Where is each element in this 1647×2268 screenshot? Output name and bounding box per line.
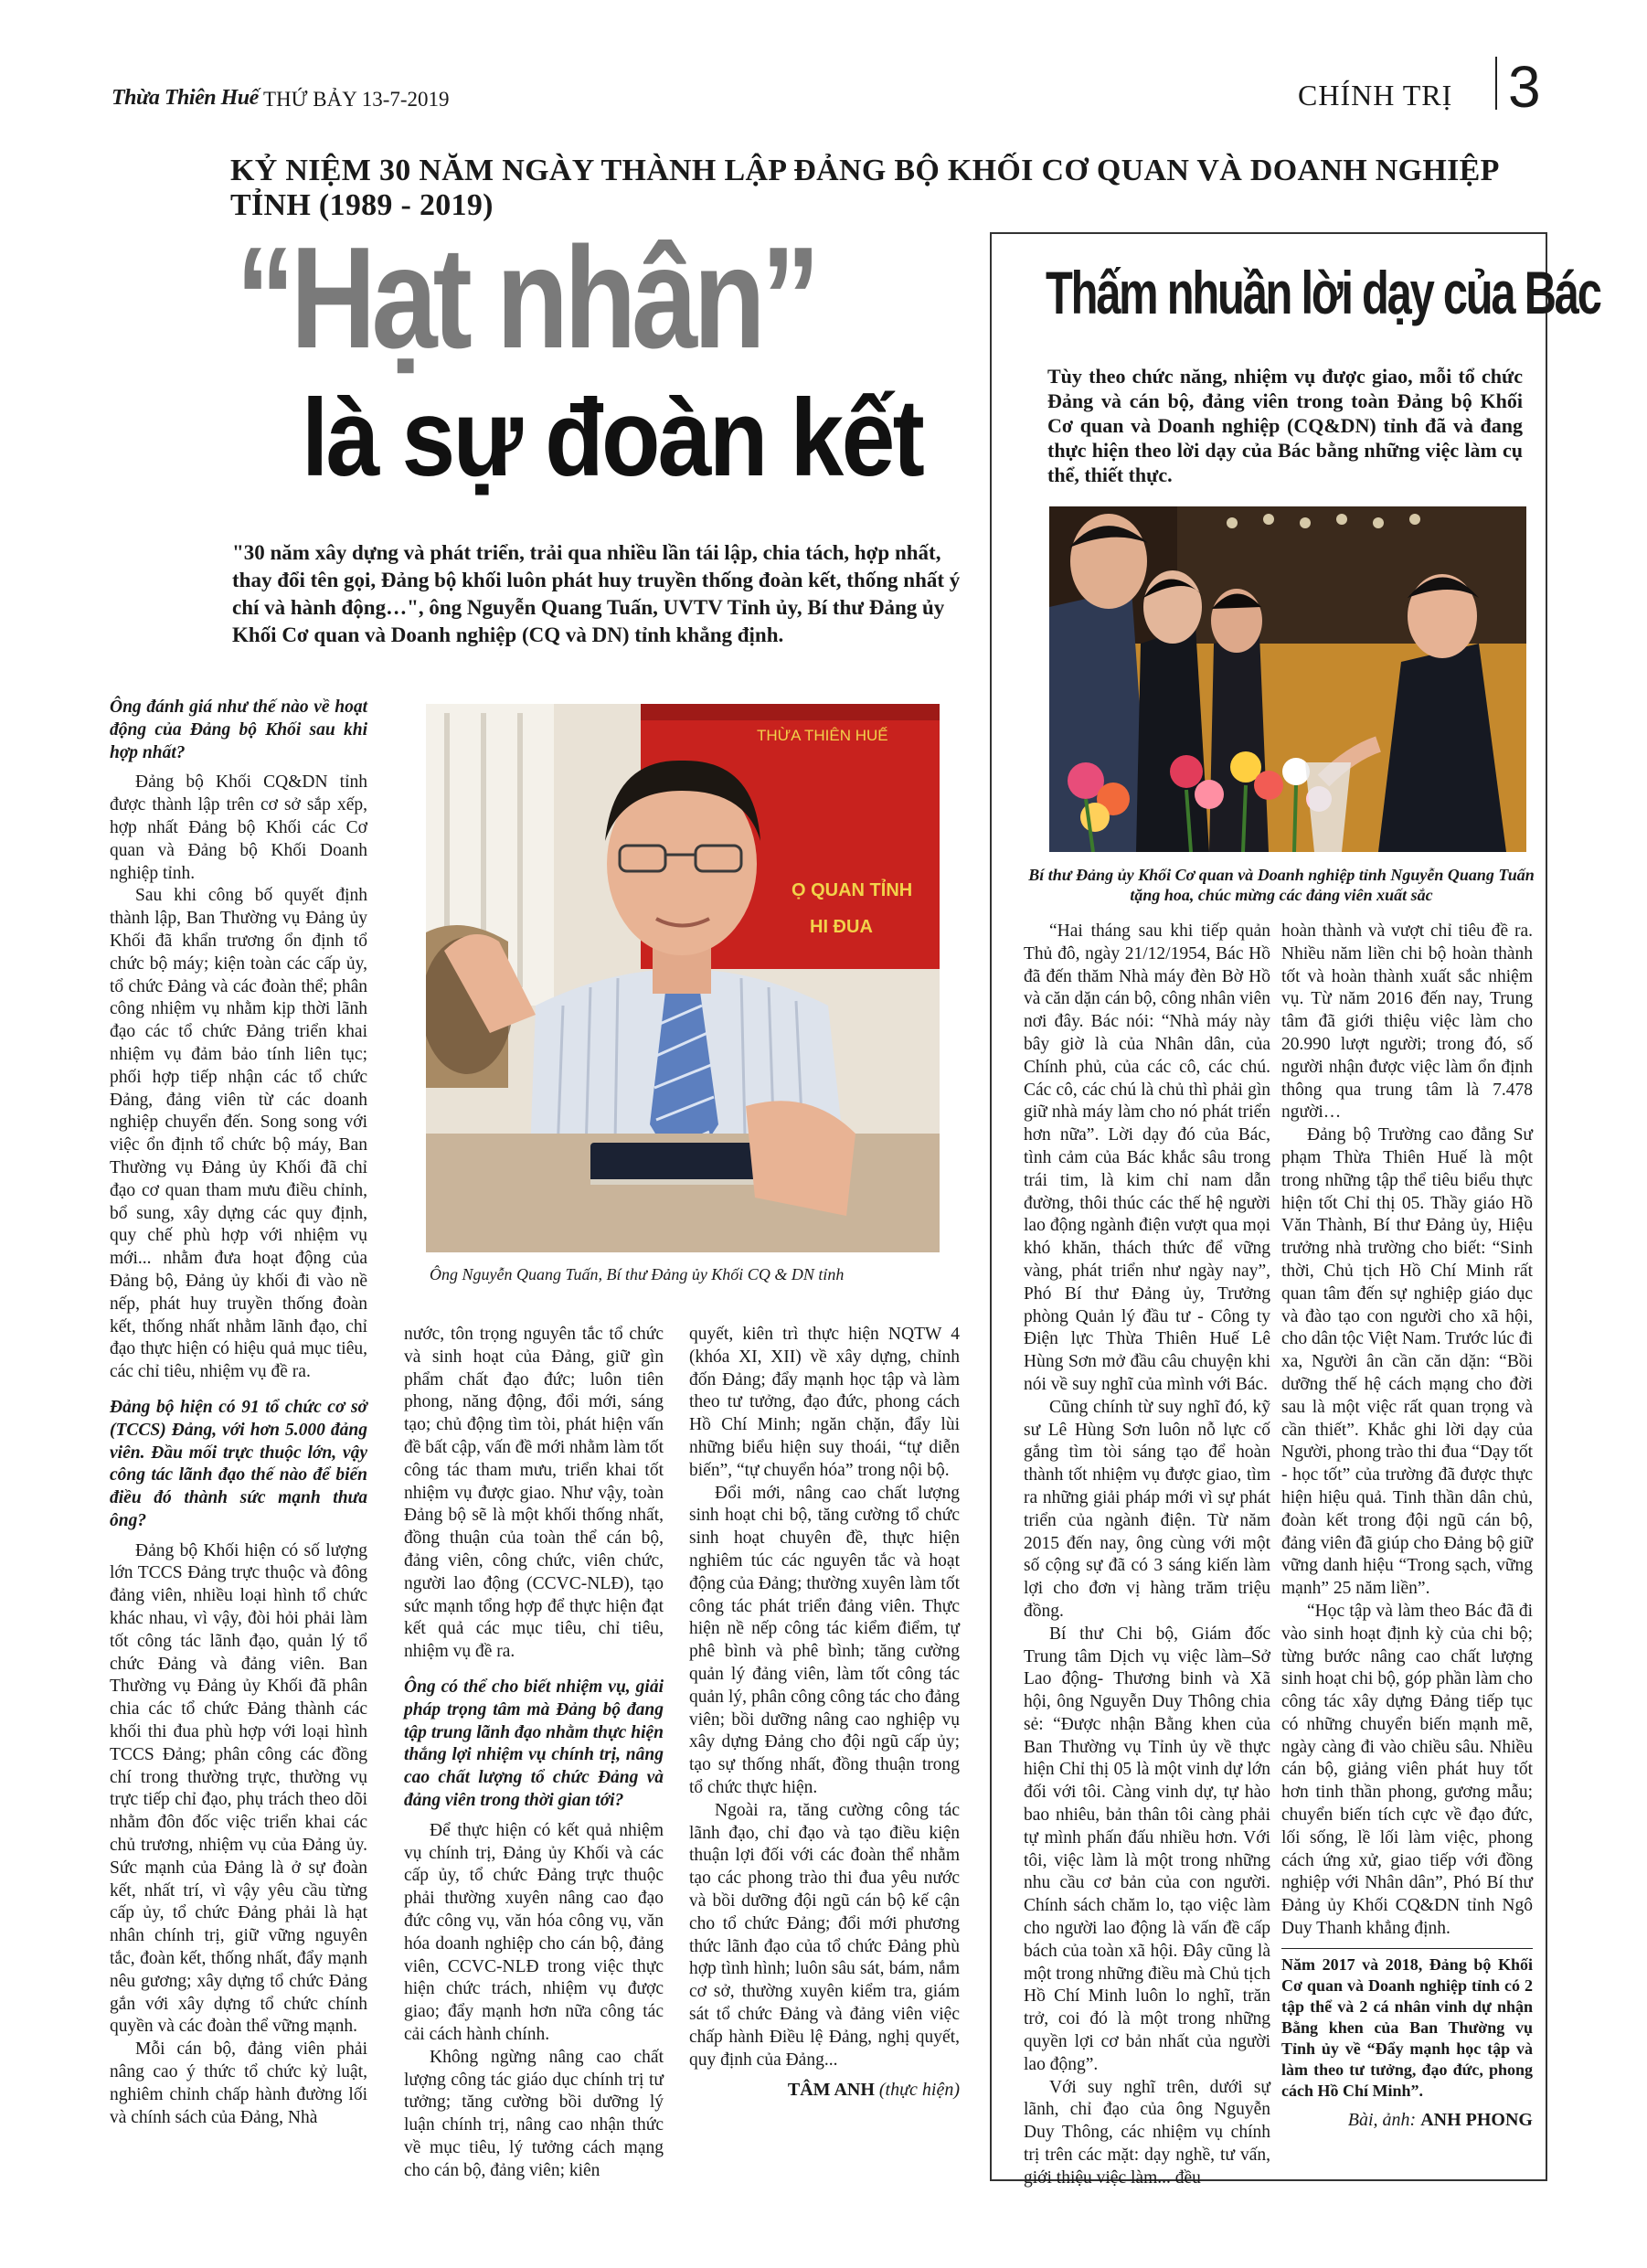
paragraph: hoàn thành và vượt chỉ tiêu đề ra. Nhiều năm liền chi bộ hoàn thành tốt và hoàn thành xuất sắc nhiệm vụ. Từ năm 2016 đến nay, Trung tâm đã giới thiệu việc làm cho 20.990 lượt người; trong đó, số người nhận được việc làm ổn định thông qua trung tâm là 7.478 người…: [1281, 921, 1533, 1123]
paragraph: “Hai tháng sau khi tiếp quản Thủ đô, ngày 21/12/1954, Bác Hồ đã đến thăm Nhà máy đèn Bờ Hồ và căn dặn cán bộ, công nhân viên nơi đây. Bác nói: “Nhà máy này bây giờ là của Nhân dân, của Chính phủ, của các cô, các chú. Các cô, các chú là chủ thì phải gìn giữ nhà máy làm cho nó phát triển hơn nữa”. Lời dạy đó của Bác, tình cảm của Bác khắc sâu trong trái tim, là kim chỉ nam dẫn đường, thôi thúc các thế hệ người lao động ngành điện vượt qua mọi khó khăn, thách thức để vững vàng, phát triển như ngày nay”, Phó Bí thư Đảng ủy, Trưởng phòng Quản lý đầu tư - Công ty Điện lực Thừa Thiên Huế Lê Hùng Sơn mở đầu câu chuyện khi nói về suy nghĩ của mình với Bác.: [1024, 921, 1270, 1394]
article-column-1: [110, 697, 367, 2129]
anniversary-banner: KỶ NIỆM 30 NĂM NGÀY THÀNH LẬP ĐẢNG BỘ KHỐI CƠ QUAN VÀ DOANH NGHIỆP TỈNH (1989 - 2019): [230, 154, 1498, 222]
header-divider: [1495, 57, 1497, 110]
paragraph: nước, tôn trọng nguyên tắc tổ chức và sinh hoạt của Đảng, giữ gìn phẩm chất đạo đức; luôn tiên phong, năng động, đổi mới, sáng tạo; chủ động tìm tòi, phát hiện vấn đề bất cập, vấn đề mới nhằm làm tốt công tác tham mưu, triển khai tốt nhiệm vụ được giao. Như vậy, toàn Đảng bộ sẽ là một khối thống nhất, đồng thuận của toàn thể cán bộ, đảng viên, công chức, viên chức, người lao động (CCVC-NLĐ), tạo sức mạnh tổng hợp để thực hiện đạt kết quả các mục tiêu, chỉ tiêu, nhiệm vụ đề ra.: [404, 1325, 664, 1662]
article-column-3: [689, 1324, 960, 2102]
paragraph: Ngoài ra, tăng cường công tác lãnh đạo, chỉ đạo và tạo điều kiện thuận lợi đối với các đoàn thể nhằm tạo các phong trào thi đua yêu nước và bồi dưỡng đội ngũ cán bộ kế cận cho tổ chức Đảng; đổi mới phương thức lãnh đạo của tổ chức Đảng phù hợp tình hình; luôn sâu sát, bám, nắm cơ sở, thường xuyên kiểm tra, giám sát tổ chức Đảng và đảng viên việc chấp hành Điều lệ Đảng, nghị quyết, quy định của Đảng...: [689, 1800, 960, 2070]
portrait-illustration: [426, 704, 940, 1252]
paragraph: Đảng bộ Trường cao đẳng Sư phạm Thừa Thiên Huế là một trong những tập thể tiêu biểu thực hiện tốt Chỉ thị 05. Thầy giáo Hồ Văn Thành, Bí thư Đảng ủy, Hiệu trưởng nhà trường cho biết: “Sinh thời, Chủ tịch Hồ Chí Minh rất quan tâm đến sự nghiệp giáo dục và đào tạo con người cho xã hội, cho dân tộc Việt Nam. Trước lúc đi xa, Người ân cần căn dặn: “Bồi dưỡng thế hệ cách mạng cho đời sau là một việc rất quan trọng và cần thiết”. Khắc ghi lời dạy của Người, phong trào thi đua “Dạy tốt - học tốt” của trường đã được thực hiện hiệu quả. Tinh thần dân chủ, đoàn kết trong đội ngũ cán bộ, đảng viên đã giúp cho Đảng bộ giữ vững danh hiệu “Trong sạch, vững mạnh” 25 năm liền”.: [1281, 1125, 1533, 1599]
paragraph: Đổi mới, nâng cao chất lượng sinh hoạt chi bộ, tăng cường tổ chức sinh hoạt chuyên đề, thực hiện nghiêm túc các nguyên tắc và hoạt động của Đảng; thường xuyên làm tốt công tác phát triển đảng viên. Thực hiện nề nếp công tác kiểm điểm, tự phê bình và phê bình; tăng cường quản lý đảng viên, làm tốt công tác quản lý, phân công công tác cho đảng viên; bồi dưỡng nâng cao nghiệp vụ xây dựng Đảng cho đội ngũ cấp ủy; tạo sự thống nhất, đồng thuận trong tổ chức thực hiện.: [689, 1483, 960, 1797]
paragraph: Sau khi công bố quyết định thành lập, Ban Thường vụ Đảng ủy Khối đã khẩn trương ổn định tổ chức bộ máy; kiện toàn các cấp ủy, tổ chức Đảng và các đoàn thể; phân công nhiệm vụ nhằm kịp thời lãnh đạo các tổ chức Đảng triển khai nhiệm vụ đảm bảo tính liên tục; phối hợp tiếp nhận các tổ chức Đảng, đảng viên từ các doanh nghiệp chuyển đến. Song song với việc ổn định tổ chức bộ máy, Ban Thường vụ Đảng ủy Khối đã chỉ đạo cơ quan tham mưu điều chỉnh, bổ sung, xây dựng các quy định, quy chế phù hợp với nhiệm vụ mới... nhằm đưa hoạt động của Đảng bộ, Đảng ủy khối đi vào nề nếp, phát huy truyền thống đoàn kết, thống nhất nhằm lãnh đạo, chỉ đạo thực hiện có hiệu quả mục tiêu, các chỉ tiêu, nhiệm vụ đề ra.: [110, 886, 367, 1382]
article-title-line1: “Hạt nhân”: [236, 218, 816, 378]
sidebar-byline: [1281, 2109, 1533, 2132]
paragraph: Cũng chính từ suy nghĩ đó, kỹ sư Lê Hùng Sơn luôn nỗ lực cố gắng tìm tòi sáng tạo để hoàn thành tốt nhiệm vụ được giao, tìm ra những giải pháp mới vì sự phát triển của ngành điện. Từ năm 2015 đến nay, ông cùng với một số cộng sự đã có 3 sáng kiến làm lợi cho đơn vị hàng trăm triệu đồng.: [1024, 1397, 1270, 1621]
portrait-caption: Ông Nguyễn Quang Tuấn, Bí thư Đảng ủy Khối CQ & DN tỉnh: [430, 1265, 845, 1283]
sidebar-intro: Tùy theo chức năng, nhiệm vụ được giao, mỗi tổ chức Đảng và cán bộ, đảng viên trong toàn Đảng bộ Khối Cơ quan và Doanh nghiệp (CQ&DN) tỉnh đã và đang thực hiện theo lời dạy của Bác bằng những việc làm cụ thể, thiết thực.: [1047, 365, 1523, 486]
issue-date: THỨ BẢY 13-7-2019: [263, 88, 450, 111]
paragraph: Mỗi cán bộ, đảng viên phải nâng cao ý thức tổ chức kỷ luật, nghiêm chỉnh chấp hành đường lối và chính sách của Đảng, Nhà: [110, 2039, 367, 2127]
ceremony-caption: Bí thư Đảng ủy Khối Cơ quan và Doanh nghiệp tỉnh Nguyễn Quang Tuấn tặng hoa, chúc mừng các đảng viên xuất sắc: [1028, 866, 1535, 904]
page-number: 3: [1508, 54, 1541, 120]
article-column-2: [404, 1324, 664, 2182]
paragraph: Đảng bộ Khối hiện có số lượng lớn TCCS Đảng trực thuộc và đông đảng viên, nhiều loại hình tổ chức khác nhau, vì vậy, đòi hỏi phải làm tốt công tác lãnh đạo, quản lý tổ chức Đảng và đảng viên. Ban Thường vụ Đảng ủy Khối đã phân chia các tổ chức Đảng thành các khối thi đua phù hợp với loại hình TCCS Đảng; phân công các đồng chí trong thường trực, thường vụ trực tiếp chỉ đạo, phụ trách theo dõi nhằm đôn đốc việc triển khai các chủ trương, nhiệm vụ của Đảng ủy. Sức mạnh của Đảng là ở sự đoàn kết, nhất trí, vì vậy yêu cầu từng cấp ủy, tổ chức Đảng phải là hạt nhân chính trị, giữ vững nguyên tắc, đoàn kết, thống nhất, đẩy mạnh nêu gương; xây dựng tổ chức Đảng gắn với xây dựng tổ chức chính quyền và các đoàn thể vững mạnh.: [110, 1540, 367, 2037]
article-title-line2: là sự đoàn kết: [302, 377, 923, 499]
byline-role: (thực hiện): [878, 2080, 960, 2101]
paragraph: Bí thư Chi bộ, Giám đốc Trung tâm Dịch vụ việc làm–Sở Lao động- Thương binh và Xã hội, ông Nguyễn Duy Thông chia sẻ: “Được nhận Bằng khen của Ban Thường vụ Tỉnh ủy về thực hiện Chỉ thị 05 là một vinh dự lớn đối với tôi. Càng vinh dự, tự hào bao nhiêu, bản thân tôi càng phải tự mình phấn đấu nhiều hơn. Với tôi, việc làm là một trong những nhu cầu cơ bản của con người. Chính sách chăm lo, tạo việc làm cho người lao động là vấn đề cấp bách của toàn xã hội. Đây cũng là một trong những điều mà Chủ tịch Hồ Chí Minh luôn lo nghĩ, trăn trở, coi đó là một trong những quyền lợi cơ bản nhất của người lao động”.: [1024, 1624, 1270, 2074]
article-byline: [689, 2079, 960, 2102]
byline-name: TÂM ANH: [787, 2080, 875, 2101]
newspaper-name: Thừa Thiên Huế: [112, 86, 259, 110]
paragraph: “Học tập và làm theo Bác đã đi vào sinh hoạt định kỳ của chi bộ; từng bước nâng cao chất lượng sinh hoạt chi bộ, góp phần làm cho công tác xây dựng Đảng tiếp tục có những chuyển biến mạnh mẽ, ngày càng đi vào chiều sâu. Nhiều cán bộ, giảng viên phát huy tốt hơn tinh thần phong, gương mẫu; chuyển biến tích cực về đạo đức, lối sống, lề lối làm việc, phong cách ứng xử, giao tiếp với đồng nghiệp với Nhân dân”, Phó Bí thư Đảng ủy Khối CQ&DN tỉnh Ngô Duy Thanh khẳng định.: [1281, 1601, 1533, 1939]
paragraph: Đảng bộ Khối CQ&DN tỉnh được thành lập trên cơ sở sắp xếp, hợp nhất Đảng bộ Khối các Cơ quan và Đảng bộ Khối Doanh nghiệp tỉnh.: [110, 772, 367, 883]
interview-question: Ông có thể cho biết nhiệm vụ, giải pháp trọng tâm mà Đảng bộ đang tập trung lãnh đạo nhằm thực hiện thắng lợi nhiệm vụ chính trị, nâng cao chất lượng tổ chức Đảng và đảng viên trong thời gian tới?: [404, 1677, 664, 1810]
flag-text-1: THỪA THIÊN HUẾ: [757, 727, 888, 744]
article-lead: "30 năm xây dựng và phát triển, trải qua nhiều lần tái lập, chia tách, hợp nhất, thay đổi tên gọi, Đảng bộ khối luôn phát huy truyền thống đoàn kết, thống nhất ý chí và hành động…", ông Nguyễn Quang Tuấn, UVTV Tỉnh ủy, Bí thư Đảng ủy Khối Cơ quan và Doanh nghiệp (CQ và DN) tỉnh khẳng định.: [232, 541, 961, 646]
interview-question: Ông đánh giá như thế nào về hoạt động của Đảng bộ Khối sau khi hợp nhất?: [110, 697, 367, 762]
paragraph: Để thực hiện có kết quả nhiệm vụ chính trị, Đảng ủy Khối và các cấp ủy, tổ chức Đảng trực thuộc phải thường xuyên nâng cao đạo đức công vụ, văn hóa công vụ, văn hóa doanh nghiệp cho cán bộ, đảng viên, CCVC-NLĐ trong việc thực hiện chức trách, nhiệm vụ được giao; đẩy mạnh hơn nữa công tác cải cách hành chính.: [404, 1820, 664, 2044]
section-name: CHÍNH TRỊ: [1298, 79, 1453, 112]
achievement-note: Năm 2017 và 2018, Đảng bộ Khối Cơ quan và Doanh nghiệp tỉnh có 2 tập thể và 2 cá nhân vinh dự nhận Bằng khen của Ban Thường vụ Tỉnh ủy về “Đẩy mạnh học tập và làm theo tư tưởng, đạo đức, phong cách Hồ Chí Minh”.: [1281, 1948, 1533, 2102]
paragraph: Không ngừng nâng cao chất lượng công tác giáo dục chính trị tư tưởng; tăng cường bồi dưỡng lý luận chính trị, nâng cao nhận thức về mục tiêu, lý tưởng cách mạng cho cán bộ, đảng viên; kiên: [404, 2047, 664, 2180]
ceremony-illustration: [1049, 506, 1526, 852]
byline-label: Bài, ảnh:: [1347, 2109, 1417, 2130]
paragraph: Với suy nghĩ trên, dưới sự lãnh, chỉ đạo của ông Nguyễn Duy Thông, các nhiệm vụ chính trị trên các mặt: dạy nghề, tư vấn, giới thiệu việc làm... đều: [1024, 2077, 1270, 2188]
sidebar-column-2: [1281, 921, 1533, 2132]
byline-name: ANH PHONG: [1420, 2109, 1533, 2130]
paragraph: quyết, kiên trì thực hiện NQTW 4 (khóa XI, XII) về xây dựng, chỉnh đốn Đảng; đẩy mạnh học tập và làm theo tư tưởng, đạo đức, phong cách Hồ Chí Minh; ngăn chặn, đẩy lùi những biểu hiện suy thoái, “tự diễn biến”, “tự chuyển hóa” trong nội bộ.: [689, 1325, 960, 1480]
sidebar-title: Thấm nhuần lời dạy của Bác: [1046, 259, 1600, 326]
flag-text-2: Ọ QUAN TỈNH: [792, 880, 913, 900]
flag-text-3: HI ĐUA: [810, 917, 873, 937]
ceremony-photo: [1049, 506, 1526, 852]
portrait-photo: [426, 704, 940, 1252]
sidebar-column-1: [1024, 921, 1270, 2190]
interview-question: Đảng bộ hiện có 91 tổ chức cơ sở (TCCS) Đảng, với hơn 5.000 đảng viên. Đầu mối trực thuộc lớn, vậy công tác lãnh đạo thế nào để biến điều đó thành sức mạnh thưa ông?: [110, 1397, 367, 1530]
